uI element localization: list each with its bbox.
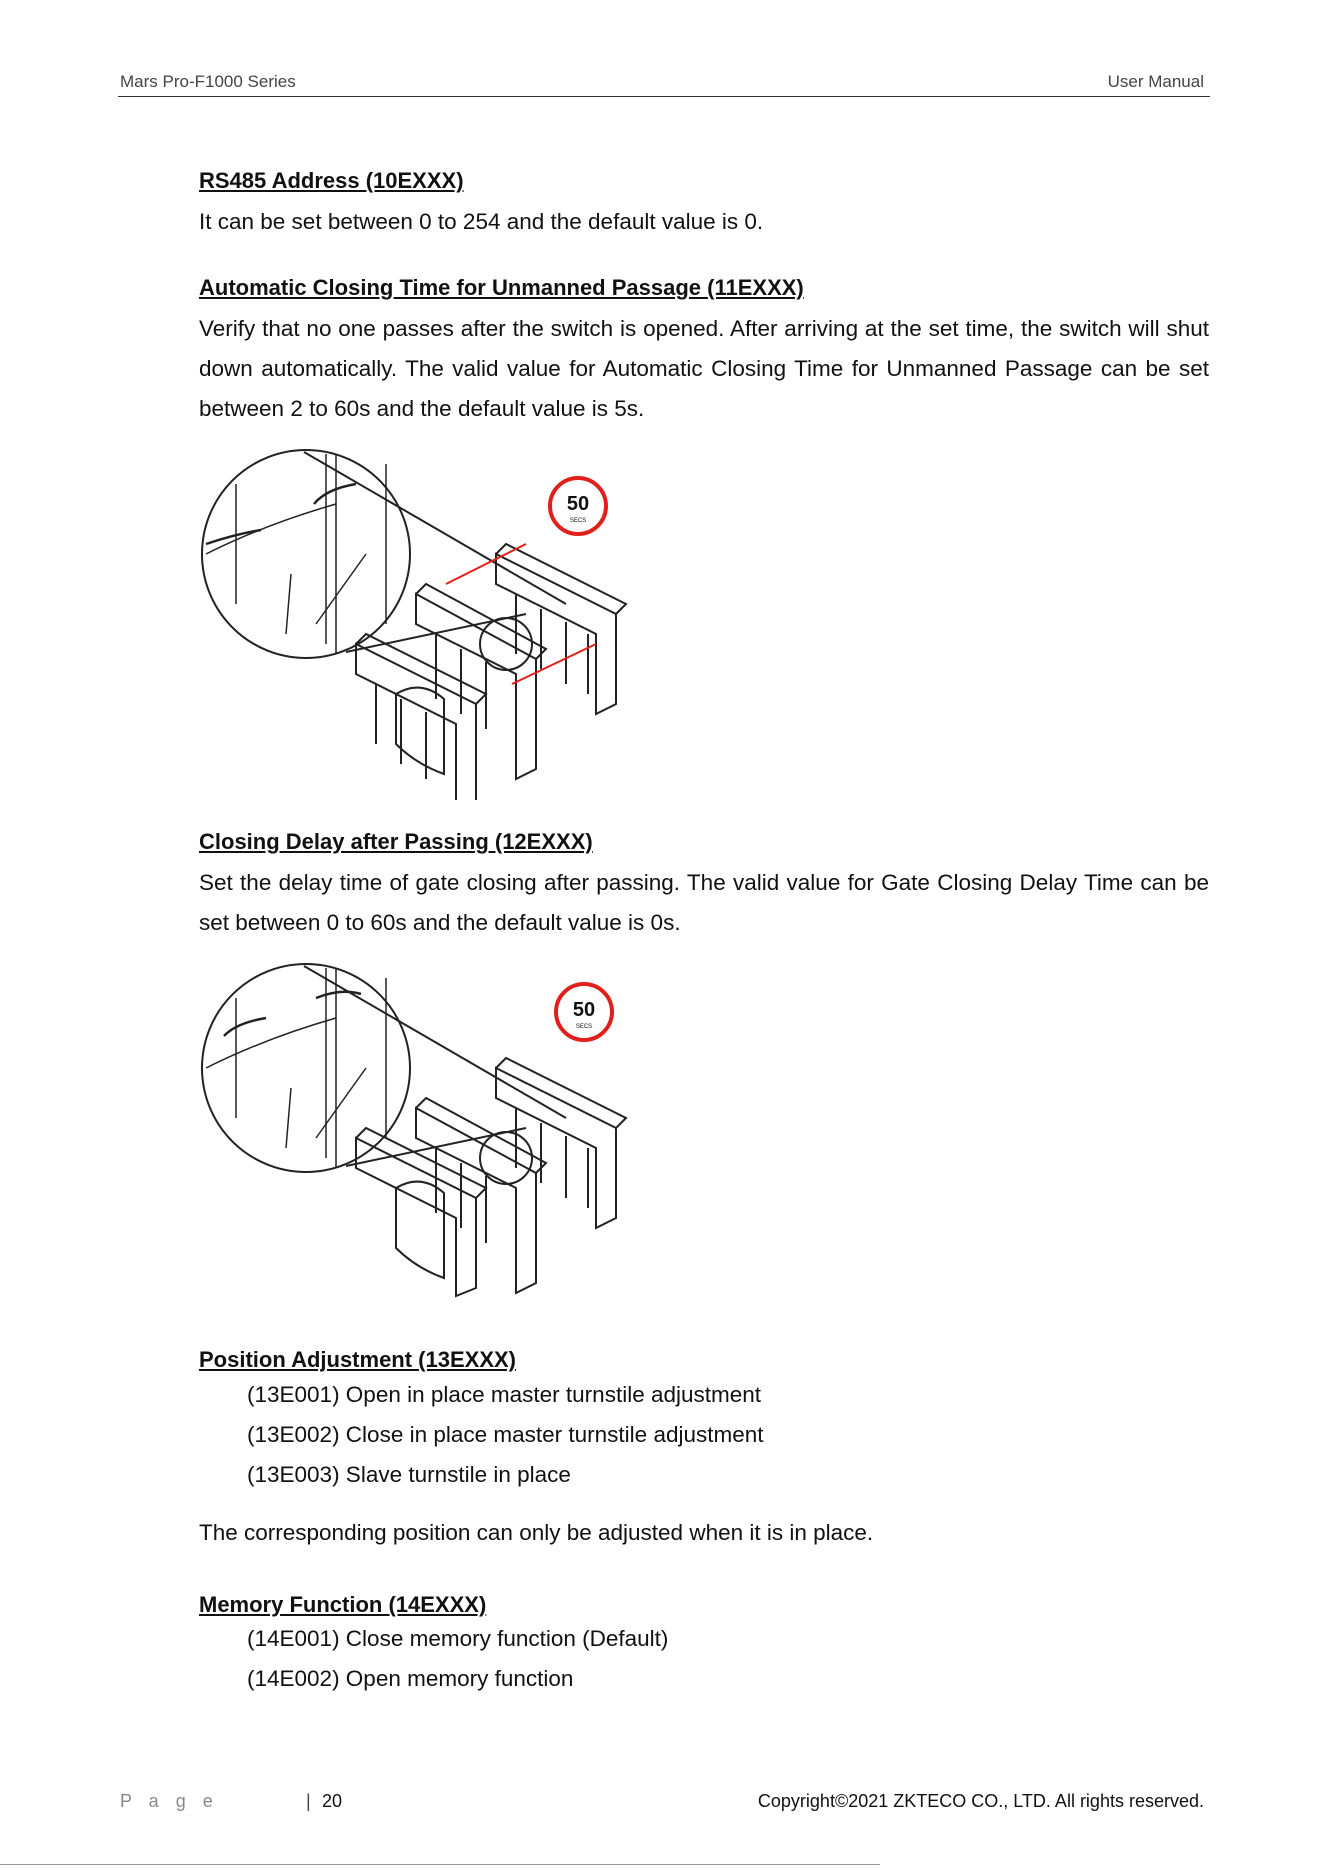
position-item: (13E002) Close in place master turnstile adjustment [247, 1422, 764, 1447]
auto-close-text: Verify that no one passes after the switch is opened. After arriving at the set time, the switch will shut down automatically. The valid value for Automatic Closing Time for Unmanned Passage can be set between 2 to 60s and the default value is 5s. [199, 316, 1209, 421]
timer-value: 50 [572, 999, 596, 1021]
turnstile-illustration-auto-close [196, 444, 636, 800]
header-product-name: Mars Pro-F1000 Series [120, 72, 296, 91]
position-heading: Position Adjustment (13EXXX) [199, 1347, 517, 1372]
memory-item: (14E001) Close memory function (Default) [247, 1626, 669, 1651]
page-number: 20 [322, 1791, 343, 1811]
memory-item: (14E002) Open memory function [247, 1666, 574, 1691]
header-doc-title: User Manual [1107, 72, 1204, 91]
page-footer [118, 1791, 1210, 1817]
timer-unit: SECS [575, 1024, 593, 1030]
rs485-heading: RS485 Address (10EXXX) [199, 168, 464, 193]
page-header [118, 70, 1210, 97]
position-note: The corresponding position can only be adjusted when it is in place. [199, 1520, 874, 1545]
timer-value: 50 [566, 493, 590, 515]
auto-close-heading: Automatic Closing Time for Unmanned Passage (11EXXX) [199, 275, 804, 300]
timer-unit: SECS [569, 518, 587, 524]
bottom-divider [0, 1864, 880, 1865]
copyright-text: Copyright©2021 ZKTECO CO., LTD. All rights reserved. [757, 1791, 1204, 1811]
position-item: (13E003) Slave turnstile in place [247, 1462, 571, 1487]
closing-delay-text: Set the delay time of gate closing after passing. The valid value for Gate Closing Delay Time can be set between 0 to 60s and the default value is 0s. [199, 870, 1209, 935]
footer-separator: | [306, 1791, 311, 1811]
zoom-circle [202, 450, 410, 658]
position-item: (13E001) Open in place master turnstile adjustment [247, 1382, 762, 1407]
closing-delay-heading: Closing Delay after Passing (12EXXX) [199, 829, 593, 854]
rs485-text: It can be set between 0 to 254 and the default value is 0. [199, 209, 764, 234]
page-label: P a g e [120, 1791, 219, 1811]
zoom-circle [202, 964, 410, 1172]
memory-heading: Memory Function (14EXXX) [199, 1592, 487, 1617]
turnstile-illustration-closing-delay [196, 958, 636, 1298]
